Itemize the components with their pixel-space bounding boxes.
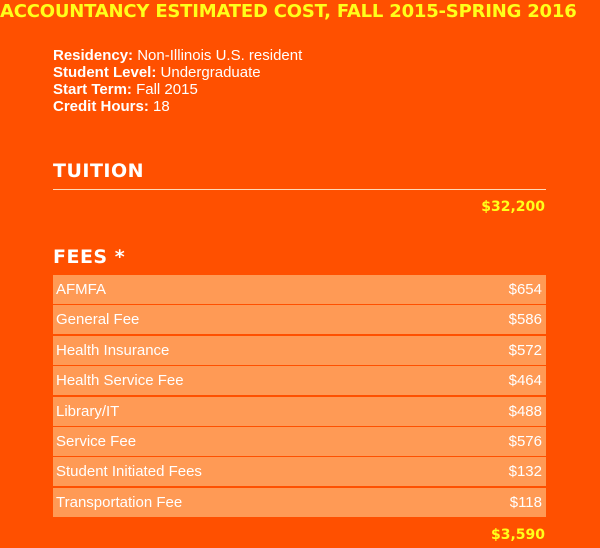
info-label: Residency:	[53, 47, 134, 64]
info-row-start-term	[53, 81, 302, 98]
table-row	[53, 488, 546, 517]
info-row-student-level	[53, 64, 302, 81]
fee-amount: $576	[508, 432, 542, 450]
fee-name: General Fee	[56, 311, 140, 329]
fee-name: Health Service Fee	[56, 372, 184, 390]
table-row	[53, 275, 546, 304]
fees-table	[53, 275, 546, 517]
fee-name: Service Fee	[56, 432, 137, 450]
table-row	[53, 427, 546, 456]
info-row-residency	[53, 47, 302, 64]
table-row	[53, 305, 546, 334]
info-value: Fall 2015	[136, 81, 198, 98]
info-label: Student Level:	[53, 64, 157, 81]
table-row	[53, 457, 546, 486]
page-title: ACCOUNTANCY ESTIMATED COST, FALL 2015-SPRING 2016	[0, 1, 577, 22]
fee-amount: $464	[508, 372, 542, 390]
info-value: Undergraduate	[160, 64, 261, 81]
fee-name: AFMFA	[56, 281, 107, 298]
table-row	[53, 366, 546, 395]
tuition-divider	[53, 189, 546, 190]
fee-amount: $132	[508, 463, 542, 481]
table-row	[53, 397, 546, 426]
fee-amount: $654	[508, 281, 542, 298]
fee-amount: $572	[508, 341, 542, 359]
fees-heading: FEES *	[53, 246, 126, 268]
fee-name: Library/IT	[56, 402, 120, 420]
fee-amount: $586	[508, 311, 542, 329]
tuition-total: $32,200	[481, 199, 545, 215]
fee-amount: $488	[508, 402, 542, 420]
fee-name: Transportation Fee	[56, 493, 183, 511]
tuition-heading: TUITION	[53, 160, 145, 182]
info-row-credit-hours	[53, 98, 302, 115]
fee-name: Student Initiated Fees	[56, 463, 202, 481]
info-value: Non-Illinois U.S. resident	[137, 47, 303, 64]
info-label: Start Term:	[53, 81, 132, 98]
info-value: 18	[153, 98, 170, 115]
table-row	[53, 336, 546, 365]
fee-amount: $118	[509, 493, 542, 511]
fees-total: $3,590	[490, 527, 545, 543]
student-info	[53, 47, 302, 115]
info-label: Credit Hours:	[53, 98, 149, 115]
fee-name: Health Insurance	[56, 341, 170, 359]
